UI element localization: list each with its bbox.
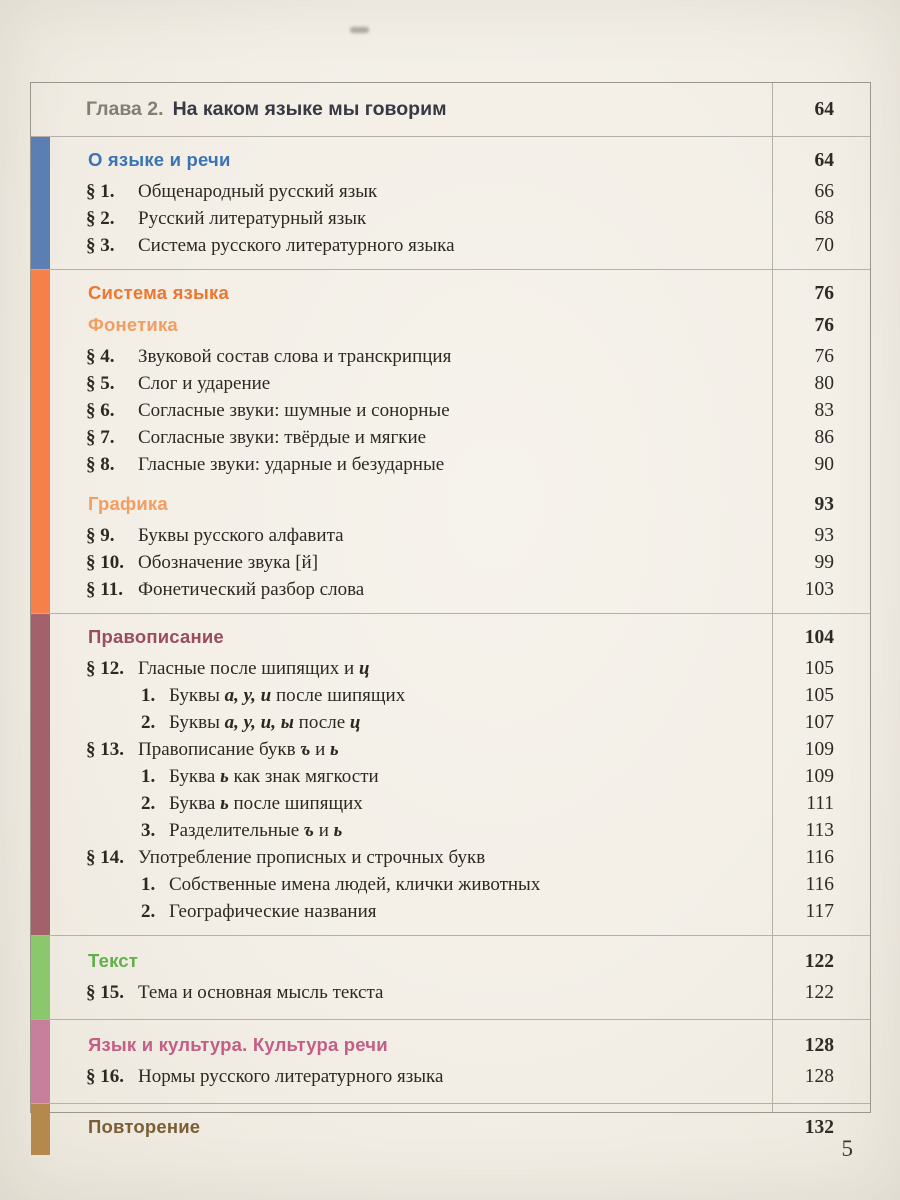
toc-entry-row [31, 398, 870, 425]
entry-page-number: 68 [814, 208, 834, 229]
toc-entry-row [31, 452, 870, 479]
chapter-row [31, 96, 870, 124]
entry-title: Употребление прописных и строчных букв [138, 847, 486, 868]
section-title: Фонетика [88, 314, 178, 335]
toc-entry-row [31, 179, 870, 206]
entry-number: § 14. [86, 847, 124, 868]
entry-page-number: 86 [814, 427, 834, 448]
chapter-title: На каком языке мы говорим [172, 98, 447, 120]
section-header-row [31, 147, 870, 175]
entry-title: Фонетический разбор слова [138, 579, 365, 600]
entry-number: § 7. [86, 427, 115, 448]
toc-entry-row [31, 523, 870, 550]
entry-page-number: 107 [804, 712, 834, 733]
section-color-bar [31, 936, 50, 1019]
entry-title: Звуковой состав слова и транскрипция [138, 346, 452, 367]
scan-smudge [350, 27, 369, 33]
entry-page-number: 64 [814, 150, 834, 171]
entry-number: 1. [141, 874, 156, 895]
toc-entry-row [31, 872, 870, 899]
entry-page-number: 109 [804, 766, 834, 787]
entry-page-number: 132 [804, 1117, 834, 1138]
entry-page-number: 64 [814, 99, 834, 120]
section-color-bar [31, 137, 50, 269]
entry-title: Разделительные ъ и ь [169, 820, 343, 841]
entry-title: Нормы русского литературного языка [138, 1066, 444, 1087]
entry-number: § 6. [86, 400, 115, 421]
entry-title: Согласные звуки: твёрдые и мягкие [138, 427, 427, 448]
toc-entry-row [31, 791, 870, 818]
section-header-row [31, 1032, 870, 1060]
section-header-row [31, 1114, 870, 1142]
entry-page-number: 76 [814, 315, 834, 336]
entry-title: Гласные звуки: ударные и безударные [138, 454, 445, 475]
entry-page-number: 128 [804, 1066, 834, 1087]
entry-title: Буквы а, у, и после шипящих [169, 685, 406, 706]
entry-number: 1. [141, 685, 156, 706]
entry-number: § 16. [86, 1066, 124, 1087]
entry-number: § 1. [86, 181, 115, 202]
entry-page-number: 111 [806, 793, 834, 814]
section-title: Графика [88, 493, 168, 514]
section-color-bar [31, 614, 50, 935]
entry-page-number: 76 [814, 283, 834, 304]
section-title: Повторение [88, 1116, 201, 1137]
section-color-bar [31, 1020, 50, 1103]
entry-page-number: 105 [804, 658, 834, 679]
entry-page-number: 80 [814, 373, 834, 394]
entry-title: Буква ь после шипящих [169, 793, 363, 814]
entry-title: Общенародный русский язык [138, 181, 378, 202]
entry-number: § 13. [86, 739, 124, 760]
entry-number: § 9. [86, 525, 115, 546]
entry-title: Тема и основная мысль текста [138, 982, 384, 1003]
chapter-label: Глава 2. [86, 98, 164, 120]
entry-page-number: 104 [804, 627, 834, 648]
entry-page-number: 116 [805, 847, 834, 868]
entry-number: § 11. [86, 579, 123, 600]
entry-number: § 8. [86, 454, 115, 475]
entry-page-number: 93 [814, 525, 834, 546]
toc-section-sistema-yazyka [31, 270, 870, 614]
toc-entry-row [31, 371, 870, 398]
entry-page-number: 122 [804, 982, 834, 1003]
toc-entry-row [31, 206, 870, 233]
entry-page-number: 93 [814, 494, 834, 515]
toc-entry-row [31, 764, 870, 791]
entry-number: § 12. [86, 658, 124, 679]
toc-section-pravopisanie [31, 614, 870, 936]
entry-number: 2. [141, 793, 156, 814]
section-color-bar [31, 270, 50, 613]
entry-page-number: 109 [804, 739, 834, 760]
section-title: О языке и речи [88, 149, 231, 170]
toc-entry-row [31, 683, 870, 710]
entry-number: 2. [141, 712, 156, 733]
entry-title: Собственные имена людей, клички животных [169, 874, 541, 895]
toc-entry-row [31, 656, 870, 683]
toc-entry-row [31, 818, 870, 845]
entry-number: 3. [141, 820, 156, 841]
toc-entry-row [31, 1064, 870, 1091]
entry-page-number: 66 [814, 181, 834, 202]
page-column-divider [772, 83, 773, 1112]
entry-page-number: 128 [804, 1035, 834, 1056]
section-title: Язык и культура. Культура речи [88, 1034, 388, 1055]
entry-page-number: 117 [805, 901, 834, 922]
toc-entry-row [31, 577, 870, 604]
toc-entry-row [31, 233, 870, 260]
entry-number: 2. [141, 901, 156, 922]
entry-page-number: 83 [814, 400, 834, 421]
entry-page-number: 116 [805, 874, 834, 895]
book-page-number: 5 [841, 1136, 853, 1161]
toc-table [30, 82, 871, 1138]
entry-number: § 4. [86, 346, 115, 367]
toc-section-povtorenie [31, 1104, 870, 1155]
toc-entry-row [31, 425, 870, 452]
entry-title: Буква ь как знак мягкости [169, 766, 379, 787]
section-header-row [31, 948, 870, 976]
entry-page-number: 70 [814, 235, 834, 256]
entry-title: Слог и ударение [138, 373, 271, 394]
entry-title: Согласные звуки: шумные и сонорные [138, 400, 450, 421]
entry-title: Гласные после шипящих и ц [138, 658, 370, 679]
entry-number: § 5. [86, 373, 115, 394]
entry-number: § 3. [86, 235, 115, 256]
entry-number: § 2. [86, 208, 115, 229]
toc-entry-row [31, 980, 870, 1007]
section-header-row [31, 312, 870, 340]
toc-entry-row [31, 550, 870, 577]
entry-title: Буквы русского алфавита [138, 525, 344, 546]
entry-number: 1. [141, 766, 156, 787]
section-color-bar [31, 1104, 50, 1155]
entry-title: Правописание букв ъ и ь [138, 739, 339, 760]
entry-title: Буквы а, у, и, ы после ц [169, 712, 361, 733]
toc-entry-row [31, 899, 870, 926]
toc-section-chapter-heading [31, 83, 870, 137]
entry-title: Система русского литературного языка [138, 235, 455, 256]
toc-entry-row [31, 710, 870, 737]
toc-entry-row [31, 737, 870, 764]
entry-title: Обозначение звука [й] [138, 552, 319, 573]
section-header-row [31, 280, 870, 308]
entry-page-number: 122 [804, 951, 834, 972]
entry-page-number: 99 [814, 552, 834, 573]
toc-section-yazyk-i-kultura [31, 1020, 870, 1104]
section-title: Система языка [88, 282, 229, 303]
section-header-row [31, 491, 870, 519]
entry-title: Географические названия [169, 901, 377, 922]
entry-page-number: 103 [804, 579, 834, 600]
toc-section-o-yazyke-i-rechi [31, 137, 870, 270]
entry-page-number: 90 [814, 454, 834, 475]
entry-number: § 15. [86, 982, 124, 1003]
toc-section-tekst [31, 936, 870, 1020]
entry-page-number: 113 [805, 820, 834, 841]
entry-number: § 10. [86, 552, 124, 573]
toc-entry-row [31, 845, 870, 872]
entry-page-number: 105 [804, 685, 834, 706]
section-title: Текст [88, 950, 139, 971]
section-title: Правописание [88, 626, 224, 647]
entry-title: Русский литературный язык [138, 208, 367, 229]
toc-entry-row [31, 344, 870, 371]
section-header-row [31, 624, 870, 652]
entry-page-number: 76 [814, 346, 834, 367]
